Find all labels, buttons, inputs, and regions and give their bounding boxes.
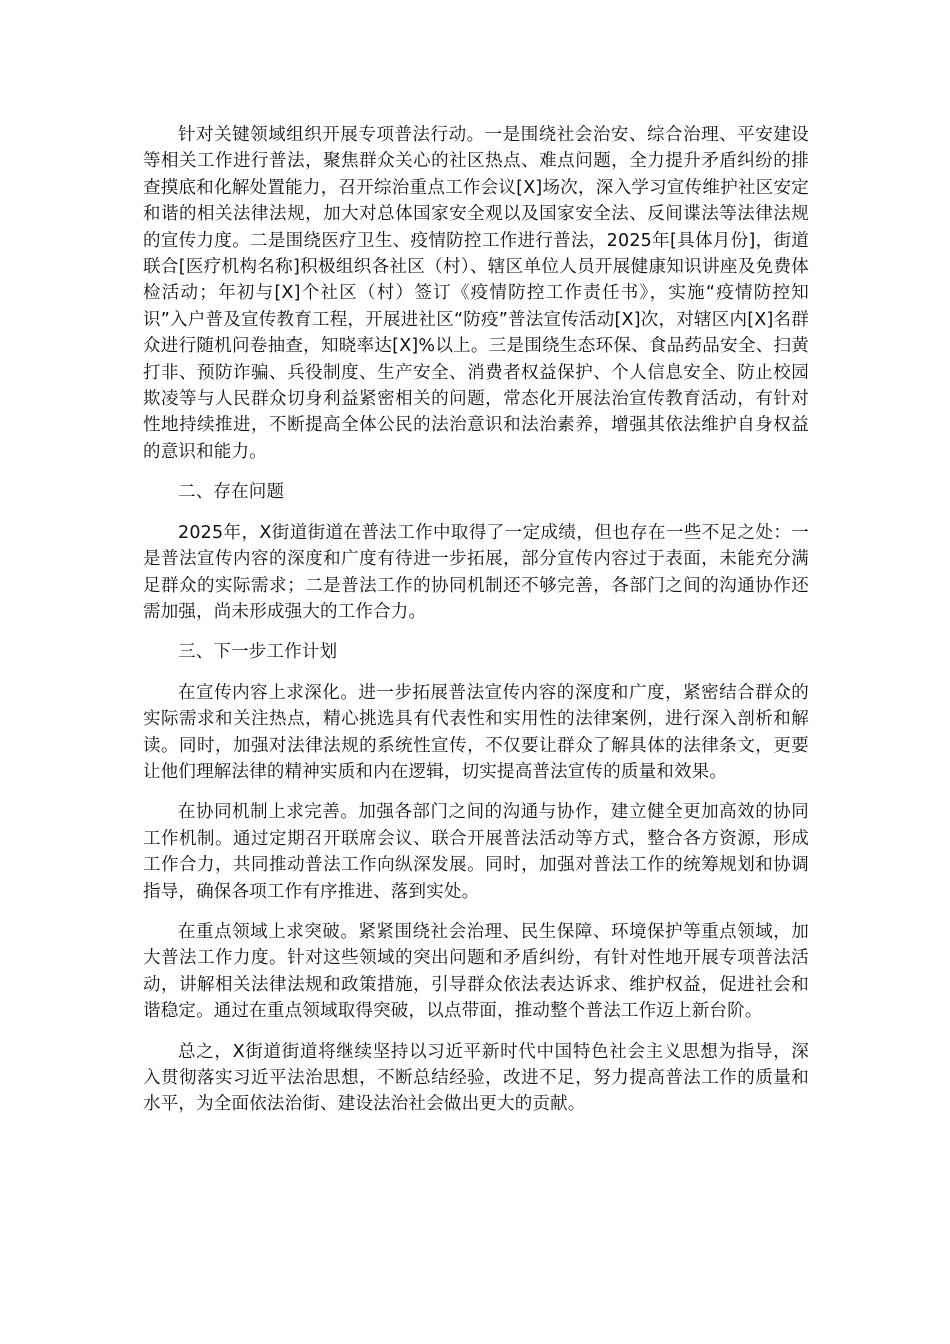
paragraph-improve-coordination: 在协同机制上求完善。加强各部门之间的沟通与协作，建立健全更加高效的协同工作机制。通过定期召开联席会议、联合开展普法活动等方式，整合各方资源，形成工作合力，共同推动普法工作向纵深发展。同时，加强对普法工作的统筹规划和协调指导，确保各项工作有序推进、落到实处。 [143, 802, 809, 902]
section-heading-next-steps: 三、下一步工作计划 [178, 642, 338, 663]
paragraph-conclusion: 总之，X街道街道将继续坚持以习近平新时代中国特色社会主义思想为指导，深入贯彻落实习近平法治思想，不断总结经验，改进不足，努力提高普法工作的质量和水平，为全面依法治街、建设法治社会做出更大的贡献。 [143, 1041, 809, 1115]
paragraph-problems: 2025年，X街道街道在普法工作中取得了一定成绩，但也存在一些不足之处：一是普法宣传内容的深度和广度有待进一步拓展，部分宣传内容过于表面，未能充分满足群众的实际需求；二是普法工作的协同机制还不够完善，各部门之间的沟通协作还需加强，尚未形成强大的工作合力。 [143, 522, 809, 622]
paragraph-deepen-content: 在宣传内容上求深化。进一步拓展普法宣传内容的深度和广度，紧密结合群众的实际需求和关注热点，精心挑选具有代表性和实用性的法律案例，进行深入剖析和解读。同时，加强对法律法规的系统性宣传，不仅要让群众了解具体的法律条文，更要让他们理解法律的精神实质和内在逻辑，切实提高普法宣传的质量和效果。 [143, 682, 809, 782]
section-heading-problems: 二、存在问题 [178, 482, 285, 503]
document-page [143, 122, 809, 1132]
paragraph-special-campaign: 针对关键领域组织开展专项普法行动。一是围绕社会治安、综合治理、平安建设等相关工作进行普法，聚焦群众关心的社区热点、难点问题，全力提升矛盾纠纷的排查摸底和化解处置能力，召开综治重点工作会议[X]场次，深入学习宣传维护社区安定和谐的相关法律法规，加大对总体国家安全观以及国家安全法、反间谍法等法律法规的宣传力度。二是围绕医疗卫生、疫情防控工作进行普法，2025年[具体月份]，街道联合[医疗机构名称]积极组织各社区（村）、辖区单位人员开展健康知识讲座及免费体检活动；年初与[X]个社区（村）签订《疫情防控工作责任书》，实施“疫情防控知识”入户普及宣传教育工程，开展进社区“防疫”普法宣传活动[X]次，对辖区内[X]名群众进行随机问卷抽查，知晓率达[X]%以上。三是围绕生态环保、食品药品安全、扫黄打非、预防诈骗、兵役制度、生产安全、消费者权益保护、个人信息安全、防止校园欺凌等与人民群众切身利益紧密相关的问题，常态化开展法治宣传教育活动，有针对性地持续推进，不断提高全体公民的法治意识和法治素养，增强其依法维护自身权益的意识和能力。 [143, 125, 809, 462]
paragraph-key-areas: 在重点领域上求突破。紧紧围绕社会治理、民生保障、环境保护等重点领域，加大普法工作力度。针对这些领域的突出问题和矛盾纠纷，有针对性地开展专项普法活动，讲解相关法律法规和政策措施，引导群众依法表达诉求、维护权益，促进社会和谐稳定。通过在重点领域取得突破，以点带面，推动整个普法工作迈上新台阶。 [143, 921, 809, 1022]
